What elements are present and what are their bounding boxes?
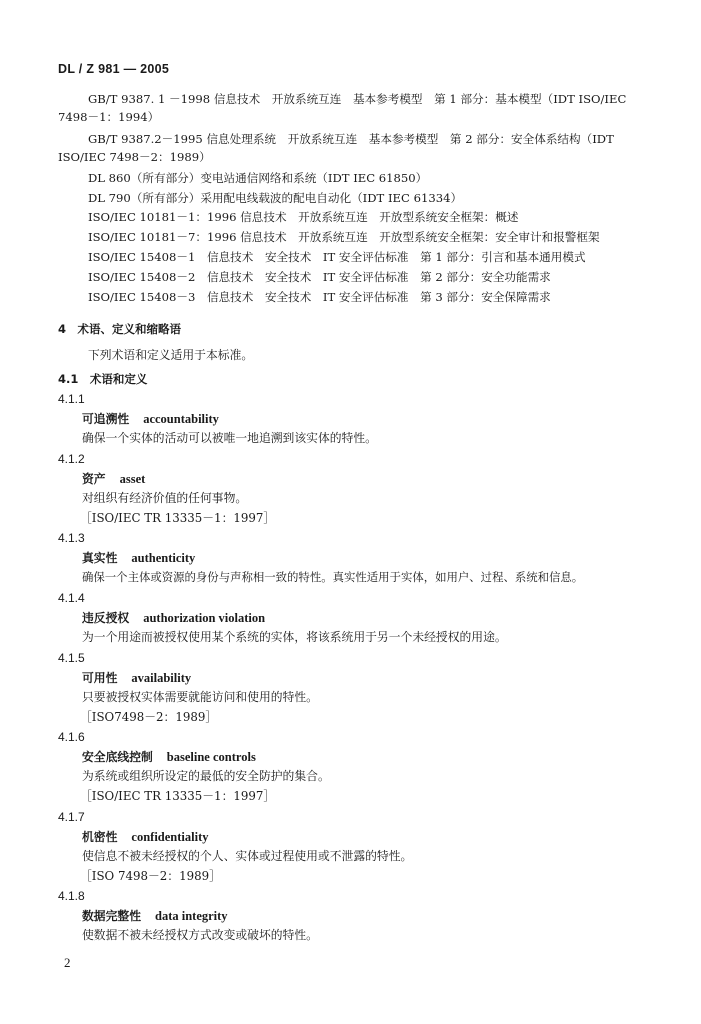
term-definition: 对组织有经济价值的任何事物。 xyxy=(82,491,248,505)
term-zh: 可追溯性 xyxy=(82,412,130,426)
reference-line: DL 790（所有部分）采用配电线载波的配电自动化（IDT IEC 61334） xyxy=(88,191,463,205)
page-number: 2 xyxy=(64,955,71,970)
term-source: ［ISO7498－2：1989］ xyxy=(80,710,218,724)
term-title xyxy=(82,470,145,488)
term-number: 4.1.3 xyxy=(58,531,85,545)
reference-line: ISO/IEC 15408－1 信息技术 安全技术 IT 安全评估标准 第 1 部分：引言和基本通用模式 xyxy=(88,250,586,264)
term-definition: 为系统或组织所设定的最低的安全防护的集合。 xyxy=(82,769,330,783)
term-definition: 只要被授权实体需要就能访问和使用的特性。 xyxy=(82,690,318,704)
term-number: 4.1.1 xyxy=(58,392,85,406)
reference-line: ISO/IEC 15408－2 信息技术 安全技术 IT 安全评估标准 第 2 部分：安全功能需求 xyxy=(88,270,551,284)
term-definition: 使数据不被未经授权方式改变或破坏的特性。 xyxy=(82,928,318,942)
reference-line: GB/T 9387. 1 －1998 信息技术 开放系统互连 基本参考模型 第 1 部分：基本模型（IDT ISO/IEC xyxy=(88,92,627,106)
reference-line: ISO/IEC 10181－7：1996 信息技术 开放系统互连 开放型系统安全框架：安全审计和报警框架 xyxy=(88,230,600,244)
reference-line: 7498－1：1994） xyxy=(58,110,160,124)
term-definition: 确保一个主体或资源的身份与声称相一致的特性。真实性适用于实体，如用户、过程、系统和信息。 xyxy=(82,570,584,584)
term-zh: 资产 xyxy=(82,472,106,486)
term-title xyxy=(82,609,265,627)
term-definition: 确保一个实体的活动可以被唯一地追溯到该实体的特性。 xyxy=(82,431,377,445)
term-number: 4.1.5 xyxy=(58,651,85,665)
term-definition: 使信息不被未经授权的个人、实体或过程使用或不泄露的特性。 xyxy=(82,849,413,863)
term-en: authorization violation xyxy=(143,611,266,625)
term-title xyxy=(82,549,195,567)
term-en: availability xyxy=(131,671,192,685)
term-title xyxy=(82,907,228,925)
reference-line: ISO/IEC 7498－2：1989） xyxy=(58,150,211,164)
term-en: accountability xyxy=(143,412,219,426)
subsection-heading: 4.1 术语和定义 xyxy=(58,372,148,386)
term-en: confidentiality xyxy=(131,830,209,844)
term-en: asset xyxy=(119,472,146,486)
term-en: data integrity xyxy=(155,909,228,923)
term-en: baseline controls xyxy=(166,750,256,764)
term-title xyxy=(82,410,219,428)
term-zh: 安全底线控制 xyxy=(82,750,153,764)
term-title xyxy=(82,828,209,846)
term-title xyxy=(82,748,256,766)
reference-line: ISO/IEC 10181－1：1996 信息技术 开放系统互连 开放型系统安全框架：概述 xyxy=(88,210,519,224)
section-heading: 4 术语、定义和缩略语 xyxy=(58,322,182,336)
term-number: 4.1.2 xyxy=(58,452,85,466)
term-zh: 违反授权 xyxy=(82,611,130,625)
term-number: 4.1.4 xyxy=(58,591,85,605)
term-zh: 机密性 xyxy=(82,830,118,844)
reference-line: ISO/IEC 15408－3 信息技术 安全技术 IT 安全评估标准 第 3 部分：安全保障需求 xyxy=(88,290,551,304)
section-intro: 下列术语和定义适用于本标准。 xyxy=(88,348,254,362)
term-number: 4.1.7 xyxy=(58,810,85,824)
term-source: ［ISO 7498－2：1989］ xyxy=(80,869,221,883)
reference-line: DL 860（所有部分）变电站通信网络和系统（IDT IEC 61850） xyxy=(88,171,428,185)
term-source: ［ISO/IEC TR 13335－1：1997］ xyxy=(80,511,276,525)
term-number: 4.1.8 xyxy=(58,889,85,903)
term-title xyxy=(82,669,191,687)
term-number: 4.1.6 xyxy=(58,730,85,744)
term-source: ［ISO/IEC TR 13335－1：1997］ xyxy=(80,789,276,803)
term-zh: 数据完整性 xyxy=(82,909,141,923)
reference-line: GB/T 9387.2－1995 信息处理系统 开放系统互连 基本参考模型 第 2 部分：安全体系结构（IDT xyxy=(88,132,614,146)
term-definition: 为一个用途而被授权使用某个系统的实体，将该系统用于另一个未经授权的用途。 xyxy=(82,630,507,644)
term-zh: 可用性 xyxy=(82,671,118,685)
term-en: authenticity xyxy=(131,551,196,565)
document-id-header: DL / Z 981 — 2005 xyxy=(58,62,170,76)
term-zh: 真实性 xyxy=(82,551,118,565)
